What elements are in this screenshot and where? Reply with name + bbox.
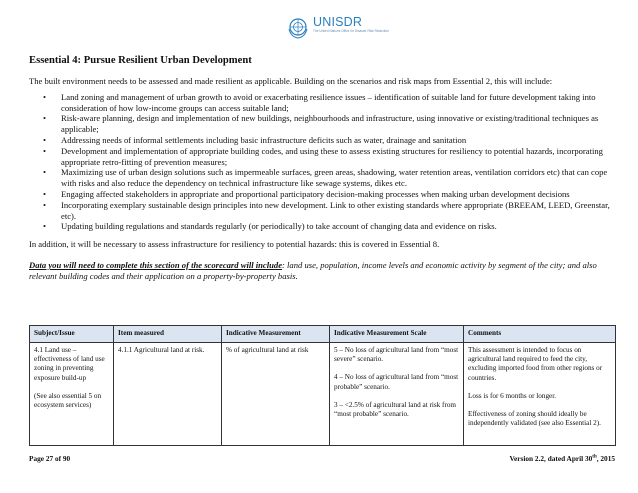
unisdr-logo — [286, 16, 389, 40]
essential-8-note: In addition, it will be necessary to assess infrastructure for resiliency to potential hazards: this is covered in Essential 8. — [29, 239, 440, 250]
section-title: Essential 4: Pursue Resilient Urban Development — [29, 55, 252, 66]
un-emblem-icon — [286, 16, 310, 40]
cell-subject — [30, 343, 114, 446]
bullet-icon: • — [43, 134, 47, 145]
list-item: • Development and implementation of appropriate building codes, and using these to assess existing structures for resiliency to potential hazards, incorporating appropriate retro-fitting of prevention measures; — [43, 145, 603, 167]
scorecard-table — [29, 325, 616, 446]
bullet-icon: • — [43, 188, 47, 199]
table-row — [30, 343, 616, 446]
bullet-list — [29, 92, 615, 232]
main-content — [29, 55, 615, 287]
column-header-measurement: Indicative Measurement — [222, 326, 330, 343]
column-header-subject: Subject/Issue — [30, 326, 114, 343]
data-needed-paragraph — [29, 260, 615, 282]
scale-level-4: 4 – No loss of agricultural land from “most probable” scenario. — [334, 373, 459, 391]
cell-comments — [464, 343, 616, 446]
bullet-icon: • — [43, 113, 47, 124]
table-header-row — [30, 326, 616, 343]
scale-level-5: 5 – No loss of agricultural land from “most severe” scenario. — [334, 346, 459, 364]
comment-validation: Effectiveness of zoning should ideally be independently validated (see also Essential 2). — [468, 410, 601, 428]
cell-measurement: % of agricultural land at risk — [222, 343, 330, 446]
column-header-comments: Comments — [464, 326, 616, 343]
version-info: Version 2.2, dated April 30th, 2015 — [509, 454, 615, 463]
data-needed-label: Data you will need to complete this section of the scorecard will include — [29, 259, 283, 270]
bullet-icon: • — [43, 221, 47, 232]
list-item: • Incorporating exemplary sustainable design principles into new development. Link to other existing standards where appropriate (BREEAM, LEED, Greenstar, etc). — [43, 199, 610, 221]
list-item: • Maximizing use of urban design solutions such as impermeable surfaces, green areas, shadowing, water retention areas, ventilation corridors etc) that can cope with risks and also reduce the dependency on technical infrastructure like sewage systems, dikes etc. — [43, 167, 608, 189]
list-item: • Land zoning and management of urban growth to avoid or exacerbating resilience issues – identification of suitable land for future development taking into consideration of how low-income groups can access suitable land; — [43, 91, 596, 113]
cell-scale — [330, 343, 464, 446]
column-header-scale: Indicative Measurement Scale — [330, 326, 464, 343]
logo-brand: UNISDR — [313, 15, 363, 29]
bullet-icon: • — [43, 199, 47, 210]
bullet-icon: • — [43, 91, 47, 102]
list-item: • Updating building regulations and standards regularly (or periodically) to take account of changing data and evidence on risks. — [43, 221, 497, 232]
comment-focus: This assessment is intended to focus on agricultural land required to feed the city, excluding imported food from other regions or countries. — [468, 346, 603, 382]
column-header-item: Item measured — [114, 326, 222, 343]
subject-note: (See also essential 5 on ecosystem services) — [34, 391, 102, 410]
subject-text: 4.1 Land use – effectiveness of land use zoning in preventing exposure build-up — [34, 346, 105, 382]
scale-level-3: 3 – <2.5% of agricultural land at risk from “most probable” scenario. — [334, 400, 457, 419]
logo-tagline: The United Nations Office for Disaster Risk Reduction — [313, 29, 389, 33]
comment-duration: Loss is for 6 months or longer. — [468, 391, 557, 400]
data-needed-text: : land use, population, income levels and economic activity by segment of the city; and also relevant building codes and their application on a property-by-property basis. — [29, 259, 597, 281]
bullet-icon: • — [43, 167, 47, 178]
intro-paragraph: The built environment needs to be assessed and made resilient as applicable. Building on the scenarios and risk maps from Essential 2, this will include: — [29, 76, 553, 86]
cell-item: 4.1.1 Agricultural land at risk. — [114, 343, 222, 446]
page-number: Page 27 of 90 — [29, 454, 71, 463]
list-item: • Engaging affected stakeholders in appropriate and proportional participatory decision-making processes when making urban development decisions — [43, 188, 570, 199]
bullet-icon: • — [43, 145, 47, 156]
list-item: • Risk-aware planning, design and implementation of new buildings, neighbourhoods and infrastructure, using innovative or existing/traditional techniques as applicable; — [43, 113, 599, 135]
list-item: • Addressing needs of informal settlements including basic infrastructure deficits such as water, drainage and sanitation — [43, 134, 467, 145]
